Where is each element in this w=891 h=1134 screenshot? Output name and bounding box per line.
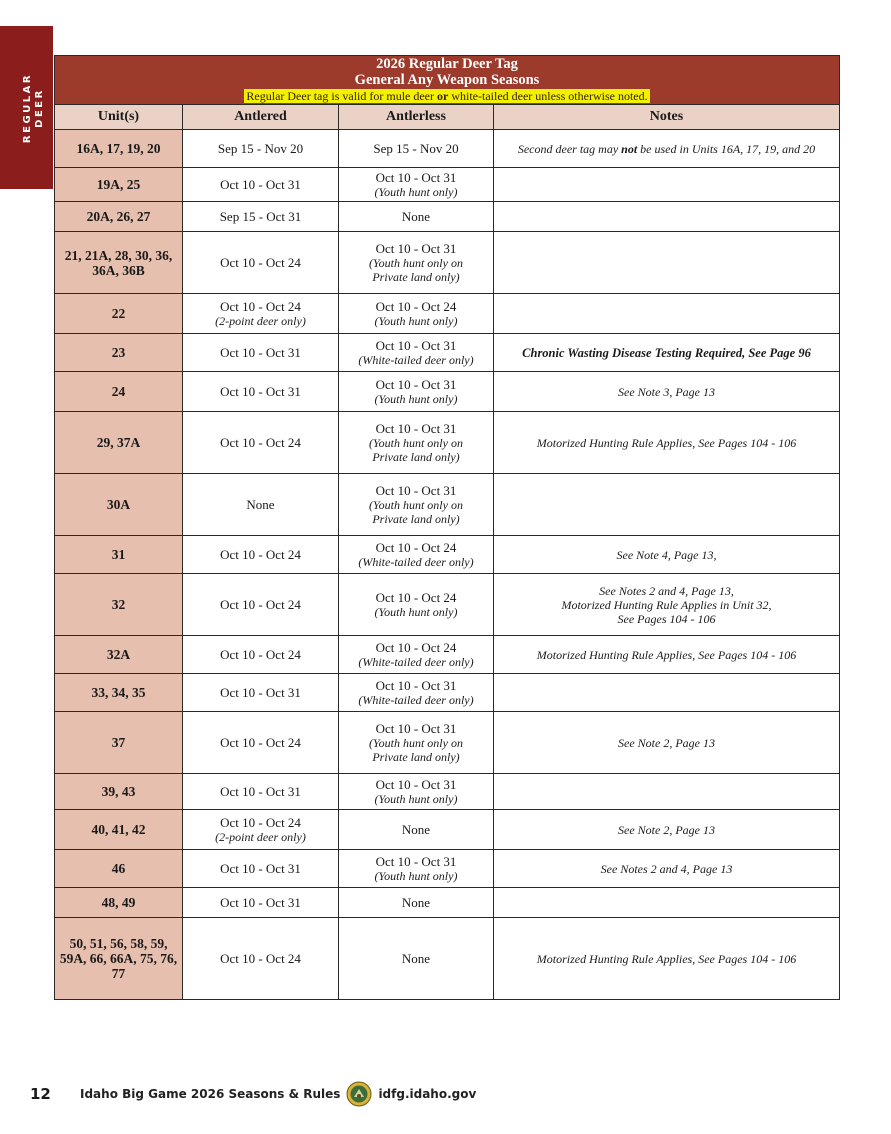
- antlered-dates: None: [246, 497, 275, 512]
- antlerless-cell: [339, 810, 494, 850]
- antlered-restriction: (2-point deer only): [215, 830, 306, 844]
- antlerless-dates: None: [401, 822, 431, 837]
- section-tab-label: REGULAR DEER: [22, 72, 45, 144]
- antlerless-dates: Oct 10 - Oct 31: [375, 241, 457, 256]
- notes-text: be used in Units 16A, 17, 19, and 20: [637, 141, 816, 156]
- antlerless-cell: [339, 574, 494, 636]
- antlered-cell: [183, 574, 339, 636]
- antlered-dates: Oct 10 - Oct 31: [220, 384, 301, 399]
- unit-cell: 19A, 25: [55, 168, 183, 202]
- notes-emphasis: not: [621, 141, 638, 156]
- notes-cell: [494, 334, 840, 372]
- table-row: [55, 850, 840, 888]
- website-link[interactable]: idfg.idaho.gov: [378, 1087, 477, 1101]
- antlered-cell: [183, 168, 339, 202]
- antlerless-restriction: (Youth hunt only on Private land only): [369, 736, 463, 764]
- table-row: [55, 888, 840, 918]
- notes-text: Chronic Wasting Disease Testing Required, See Page 96: [522, 345, 811, 360]
- unit-cell: 48, 49: [55, 888, 183, 918]
- table-row: [55, 294, 840, 334]
- antlerless-restriction: (Youth hunt only on Private land only): [369, 256, 463, 284]
- unit-cell: 33, 34, 35: [55, 674, 183, 712]
- antlerless-cell: [339, 712, 494, 774]
- notes-cell: [494, 232, 840, 294]
- antlered-dates: Oct 10 - Oct 24: [220, 255, 301, 270]
- antlerless-dates: None: [401, 951, 431, 966]
- header-antlered: Antlered: [183, 105, 339, 130]
- notes-cell: [494, 574, 840, 636]
- antlered-dates: Oct 10 - Oct 24: [220, 597, 301, 612]
- antlered-cell: [183, 712, 339, 774]
- unit-cell: 46: [55, 850, 183, 888]
- table-row: [55, 372, 840, 412]
- antlered-dates: Oct 10 - Oct 24: [220, 435, 301, 450]
- antlerless-cell: [339, 850, 494, 888]
- page-footer: [30, 1081, 476, 1107]
- notes-cell: [494, 474, 840, 536]
- table-row: [55, 918, 840, 1000]
- antlerless-dates: Oct 10 - Oct 24: [375, 640, 457, 655]
- antlered-cell: [183, 810, 339, 850]
- unit-cell: 31: [55, 536, 183, 574]
- unit-cell: 22: [55, 294, 183, 334]
- table-row: [55, 712, 840, 774]
- antlerless-dates: Oct 10 - Oct 31: [375, 170, 457, 185]
- antlerless-restriction: (White-tailed deer only): [358, 655, 474, 669]
- antlerless-cell: [339, 232, 494, 294]
- antlerless-dates: None: [401, 209, 431, 224]
- unit-cell: 32A: [55, 636, 183, 674]
- antlered-dates: Sep 15 - Oct 31: [219, 209, 302, 224]
- antlerless-dates: Oct 10 - Oct 31: [375, 854, 457, 869]
- antlerless-cell: [339, 168, 494, 202]
- header-notes: Notes: [494, 105, 840, 130]
- antlered-cell: [183, 850, 339, 888]
- antlerless-cell: [339, 536, 494, 574]
- antlered-cell: [183, 232, 339, 294]
- antlered-cell: [183, 474, 339, 536]
- antlered-dates: Oct 10 - Oct 31: [220, 685, 301, 700]
- antlerless-restriction: (Youth hunt only): [374, 185, 458, 199]
- unit-cell: 24: [55, 372, 183, 412]
- notes-cell: [494, 674, 840, 712]
- idfg-seal-icon: [346, 1081, 372, 1107]
- antlerless-dates: Oct 10 - Oct 24: [375, 590, 457, 605]
- table-row: [55, 474, 840, 536]
- page-number: 12: [30, 1085, 51, 1103]
- notes-cell: [494, 774, 840, 810]
- unit-cell: 30A: [55, 474, 183, 536]
- antlered-restriction: (2-point deer only): [215, 314, 306, 328]
- notes-text: See Notes 2 and 4, Page 13: [600, 861, 733, 876]
- antlerless-cell: [339, 294, 494, 334]
- unit-cell: 21, 21A, 28, 30, 36, 36A, 36B: [55, 232, 183, 294]
- antlerless-dates: Oct 10 - Oct 31: [375, 721, 457, 736]
- notes-cell: [494, 888, 840, 918]
- antlered-cell: [183, 888, 339, 918]
- notes-cell: [494, 412, 840, 474]
- notes-cell: [494, 712, 840, 774]
- antlerless-restriction: (White-tailed deer only): [358, 555, 474, 569]
- antlerless-restriction: (White-tailed deer only): [358, 693, 474, 707]
- antlerless-restriction: (Youth hunt only): [374, 314, 458, 328]
- notes-line: Motorized Hunting Rule Applies in Unit 32,: [561, 597, 772, 612]
- table-row: [55, 202, 840, 232]
- antlered-cell: [183, 412, 339, 474]
- notes-text: See Note 2, Page 13: [618, 822, 715, 837]
- antlered-cell: [183, 774, 339, 810]
- table-title-line1: 2026 Regular Deer Tag: [376, 56, 518, 72]
- antlerless-dates: Oct 10 - Oct 24: [375, 540, 457, 555]
- antlerless-dates: Oct 10 - Oct 31: [375, 338, 457, 353]
- table-row: [55, 412, 840, 474]
- notes-text: Motorized Hunting Rule Applies, See Pages 104 - 106: [536, 435, 797, 450]
- antlerless-cell: [339, 636, 494, 674]
- notes-cell: [494, 294, 840, 334]
- deer-season-table: [54, 55, 840, 1000]
- table-row: [55, 536, 840, 574]
- notes-cell: [494, 168, 840, 202]
- notes-line: See Notes 2 and 4, Page 13,: [599, 583, 734, 598]
- antlered-dates: Oct 10 - Oct 31: [220, 895, 301, 910]
- antlerless-cell: [339, 674, 494, 712]
- antlerless-dates: Oct 10 - Oct 31: [375, 777, 457, 792]
- unit-cell: 20A, 26, 27: [55, 202, 183, 232]
- table-title: [55, 56, 840, 105]
- antlerless-restriction: (White-tailed deer only): [358, 353, 474, 367]
- antlered-dates: Oct 10 - Oct 31: [220, 784, 301, 799]
- notes-cell: [494, 130, 840, 168]
- antlered-cell: [183, 334, 339, 372]
- antlerless-cell: [339, 918, 494, 1000]
- antlerless-cell: [339, 774, 494, 810]
- section-tab: [0, 26, 53, 189]
- antlerless-cell: [339, 888, 494, 918]
- notes-cell: [494, 636, 840, 674]
- antlerless-dates: Oct 10 - Oct 31: [375, 421, 457, 436]
- antlered-dates: Oct 10 - Oct 31: [220, 861, 301, 876]
- table-title-row: [55, 56, 840, 105]
- antlered-cell: [183, 918, 339, 1000]
- antlered-dates: Sep 15 - Nov 20: [217, 141, 304, 156]
- antlerless-dates: Oct 10 - Oct 31: [375, 377, 457, 392]
- table-row: [55, 334, 840, 372]
- antlerless-restriction: (Youth hunt only): [374, 605, 458, 619]
- header-units: Unit(s): [55, 105, 183, 130]
- notes-text: See Note 3, Page 13: [618, 384, 715, 399]
- unit-cell: 32: [55, 574, 183, 636]
- antlered-cell: [183, 202, 339, 232]
- antlerless-dates: Oct 10 - Oct 31: [375, 483, 457, 498]
- notes-text: Motorized Hunting Rule Applies, See Pages 104 - 106: [536, 647, 797, 662]
- header-antlerless: Antlerless: [339, 105, 494, 130]
- notes-cell: [494, 850, 840, 888]
- notes-cell: [494, 810, 840, 850]
- table-row: [55, 636, 840, 674]
- antlerless-dates: Oct 10 - Oct 31: [375, 678, 457, 693]
- antlered-cell: [183, 536, 339, 574]
- unit-cell: 50, 51, 56, 58, 59, 59A, 66, 66A, 75, 76, 77: [55, 918, 183, 1000]
- unit-cell: 40, 41, 42: [55, 810, 183, 850]
- antlered-cell: [183, 372, 339, 412]
- notes-text: See Note 2, Page 13: [618, 735, 715, 750]
- antlerless-restriction: (Youth hunt only): [374, 869, 458, 883]
- table-title-line2: General Any Weapon Seasons: [354, 72, 540, 88]
- antlerless-cell: [339, 130, 494, 168]
- antlered-dates: Oct 10 - Oct 31: [220, 177, 301, 192]
- table-row: [55, 232, 840, 294]
- antlerless-cell: [339, 412, 494, 474]
- table-row: [55, 168, 840, 202]
- notes-text: Second deer tag may: [517, 141, 622, 156]
- antlered-dates: Oct 10 - Oct 24: [220, 547, 301, 562]
- antlered-dates: Oct 10 - Oct 31: [220, 345, 301, 360]
- antlerless-dates: Sep 15 - Nov 20: [373, 141, 459, 156]
- antlerless-cell: [339, 334, 494, 372]
- unit-cell: 16A, 17, 19, 20: [55, 130, 183, 168]
- antlerless-restriction: (Youth hunt only on Private land only): [369, 436, 463, 464]
- table-row: [55, 774, 840, 810]
- antlerless-restriction: (Youth hunt only on Private land only): [369, 498, 463, 526]
- table-row: [55, 574, 840, 636]
- antlerless-dates: Oct 10 - Oct 24: [375, 299, 457, 314]
- antlered-cell: [183, 674, 339, 712]
- antlerless-restriction: (Youth hunt only): [374, 392, 458, 406]
- footer-title: Idaho Big Game 2026 Seasons & Rules: [80, 1087, 341, 1101]
- notes-text: Motorized Hunting Rule Applies, See Pages 104 - 106: [536, 951, 797, 966]
- antlered-cell: [183, 294, 339, 334]
- unit-cell: 39, 43: [55, 774, 183, 810]
- notes-cell: [494, 372, 840, 412]
- notes-cell: [494, 202, 840, 232]
- antlerless-cell: [339, 202, 494, 232]
- antlered-dates: Oct 10 - Oct 24: [220, 299, 301, 314]
- table-row: [55, 810, 840, 850]
- table-row: [55, 674, 840, 712]
- table-row: [55, 130, 840, 168]
- antlered-dates: Oct 10 - Oct 24: [220, 951, 301, 966]
- antlered-dates: Oct 10 - Oct 24: [220, 815, 301, 830]
- antlerless-cell: [339, 474, 494, 536]
- notes-line: See Pages 104 - 106: [617, 611, 716, 626]
- antlered-dates: Oct 10 - Oct 24: [220, 735, 301, 750]
- table-header-row: [55, 105, 840, 130]
- antlered-dates: Oct 10 - Oct 24: [220, 647, 301, 662]
- antlered-cell: [183, 130, 339, 168]
- antlerless-cell: [339, 372, 494, 412]
- notes-cell: [494, 536, 840, 574]
- unit-cell: 23: [55, 334, 183, 372]
- antlerless-restriction: (Youth hunt only): [374, 792, 458, 806]
- validity-note: Regular Deer tag is valid for mule deer or white-tailed deer unless otherwise noted.: [246, 89, 648, 103]
- notes-cell: [494, 918, 840, 1000]
- antlered-cell: [183, 636, 339, 674]
- unit-cell: 29, 37A: [55, 412, 183, 474]
- antlerless-dates: None: [401, 895, 431, 910]
- notes-text: See Note 4, Page 13,: [616, 547, 717, 562]
- unit-cell: 37: [55, 712, 183, 774]
